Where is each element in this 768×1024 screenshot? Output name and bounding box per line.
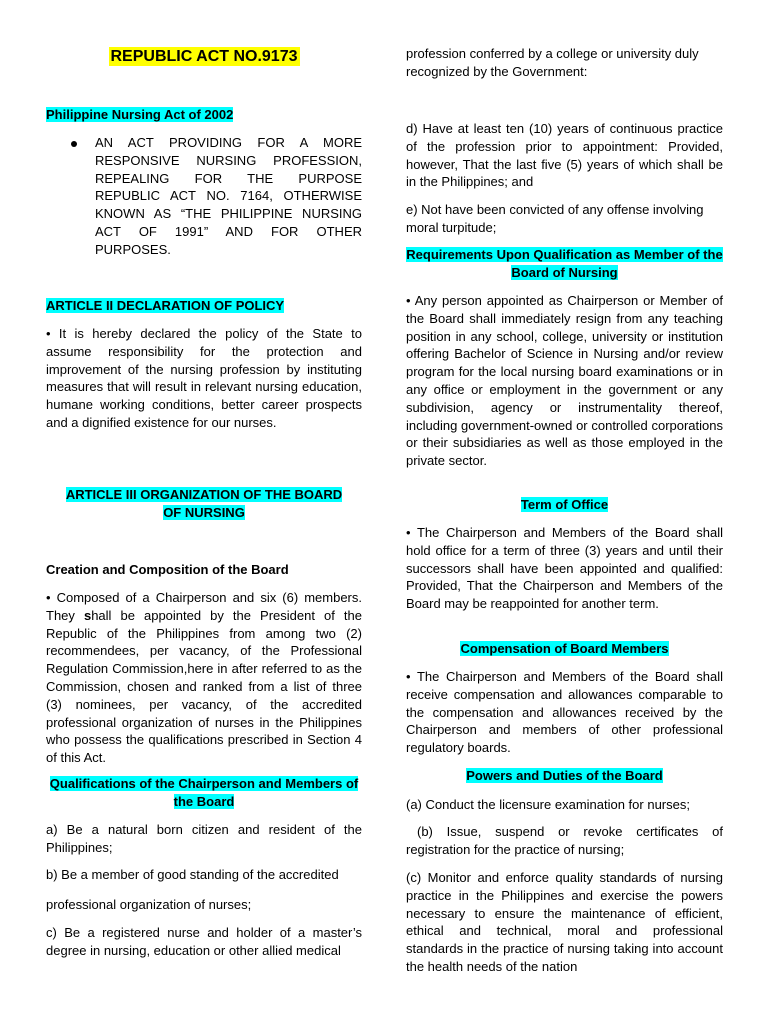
- powers-heading-block: [406, 767, 723, 785]
- qualifications-heading-block: [46, 775, 362, 811]
- article3-heading-block: [56, 486, 352, 522]
- powers-heading: Powers and Duties of the Board: [466, 768, 663, 783]
- creation-text-a: • Composed of a Chairperson and six (6) members. They: [46, 590, 362, 623]
- act-name: Philippine Nursing Act of 2002: [46, 107, 234, 122]
- article2-text: • It is hereby declared the policy of the State to assume responsibility for the protection and improvement of the nursing profession by instituting measures that will result in relevant nursing education, humane working conditions, better career prospects and a dignified existence for our nurses.: [46, 326, 362, 430]
- compensation-heading-block: [406, 640, 723, 658]
- requirements-heading: Requirements Upon Qualification as Member of the Board of Nursing: [406, 247, 723, 280]
- article2-heading-block: [46, 297, 362, 315]
- power-a: (a) Conduct the licensure examination for nurses;: [406, 797, 690, 812]
- term-text: • The Chairperson and Members of the Board shall hold office for a term of three (3) years and until their successors shall have been appointed and qualified: Provided, That the Chairperson and Members of the Board may be reappointed for another term.: [406, 525, 723, 612]
- qualification-c: c) Be a registered nurse and holder of a master’s degree in nursing, education or other allied medical: [46, 925, 362, 958]
- document-title: REPUBLIC ACT NO.9173: [110, 48, 298, 65]
- creation-paragraph: [46, 589, 362, 767]
- power-b: (b) Issue, suspend or revoke certificates of registration for the practice of nursing;: [406, 824, 723, 857]
- qualification-a: a) Be a natural born citizen and resident of the Philippines;: [46, 822, 362, 855]
- bullet-item: [46, 134, 362, 264]
- term-heading-block: [406, 496, 723, 514]
- bullet-text: AN ACT PROVIDING FOR A MORE RESPONSIVE NURSING PROFESSION, REPEALING FOR THE PURPOSE REPUBLIC ACT NO. 7164, OTHERWISE KNOWN AS “THE PHILIPPINE NURSING ACT OF 1991” AND FOR OTHER PURPOSES.: [95, 135, 362, 257]
- continued-text: profession conferred by a college or university duly recognized by the Government:: [406, 46, 699, 79]
- document-title-block: [46, 47, 362, 67]
- power-c: (c) Monitor and enforce quality standards of nursing practice in the Philippines and exercise the powers necessary to ensure the maintenance of efficient, ethical and technical, moral and professional standards in the practice of nursing taking into account the health needs of the nation: [406, 870, 723, 974]
- bullet-icon: [71, 141, 77, 147]
- article3-heading: ARTICLE III ORGANIZATION OF THE BOARD OF NURSING: [65, 487, 343, 520]
- qualification-b-continued: professional organization of nurses;: [46, 897, 252, 912]
- qualification-e: e) Not have been convicted of any offense involving moral turpitude;: [406, 202, 704, 235]
- requirements-text: • Any person appointed as Chairperson or Member of the Board shall immediately resign from any teaching position in any school, college, university or institution offering Bachelor of Science in Nursing and/or review program for the local nursing board examinations or in any office or employment in the government or any subdivision, agency or instrumentality thereof, including government-owned or controlled corporations or their subsidiaries as well as those employed in the private sector.: [406, 293, 723, 469]
- requirements-heading-block: [406, 246, 723, 282]
- compensation-text: • The Chairperson and Members of the Board shall receive compensation and allowances comparable to the compensation and allowances received by the Chairperson and members of other professional regulatory boards.: [406, 669, 723, 756]
- qualification-d: d) Have at least ten (10) years of continuous practice of the profession prior to appointment: Provided, however, That the last five (5) years of which shall be in the Philippines; and: [406, 121, 723, 190]
- compensation-heading: Compensation of Board Members: [460, 641, 669, 656]
- term-heading: Term of Office: [520, 497, 609, 512]
- creation-text-bold: s: [83, 607, 92, 623]
- article2-heading: ARTICLE II DECLARATION OF POLICY: [46, 298, 285, 313]
- creation-heading: Creation and Composition of the Board: [46, 562, 289, 577]
- act-name-block: [46, 106, 362, 124]
- creation-text-b: hall be appointed by the President of the Republic of the Philippines from among two (2) recommendees, per vacancy, of the Professional Regulation Commission,here in after referred to as the Commission, chosen and ranked from a list of three (3) nominees, per vacancy, of the accredited professional organization of nurses in the Philippines who possess the qualifications prescribed in Section 4 of this Act.: [46, 607, 362, 766]
- qualification-b: b) Be a member of good standing of the accredited: [46, 867, 339, 882]
- qualifications-heading: Qualifications of the Chairperson and Members of the Board: [49, 776, 359, 809]
